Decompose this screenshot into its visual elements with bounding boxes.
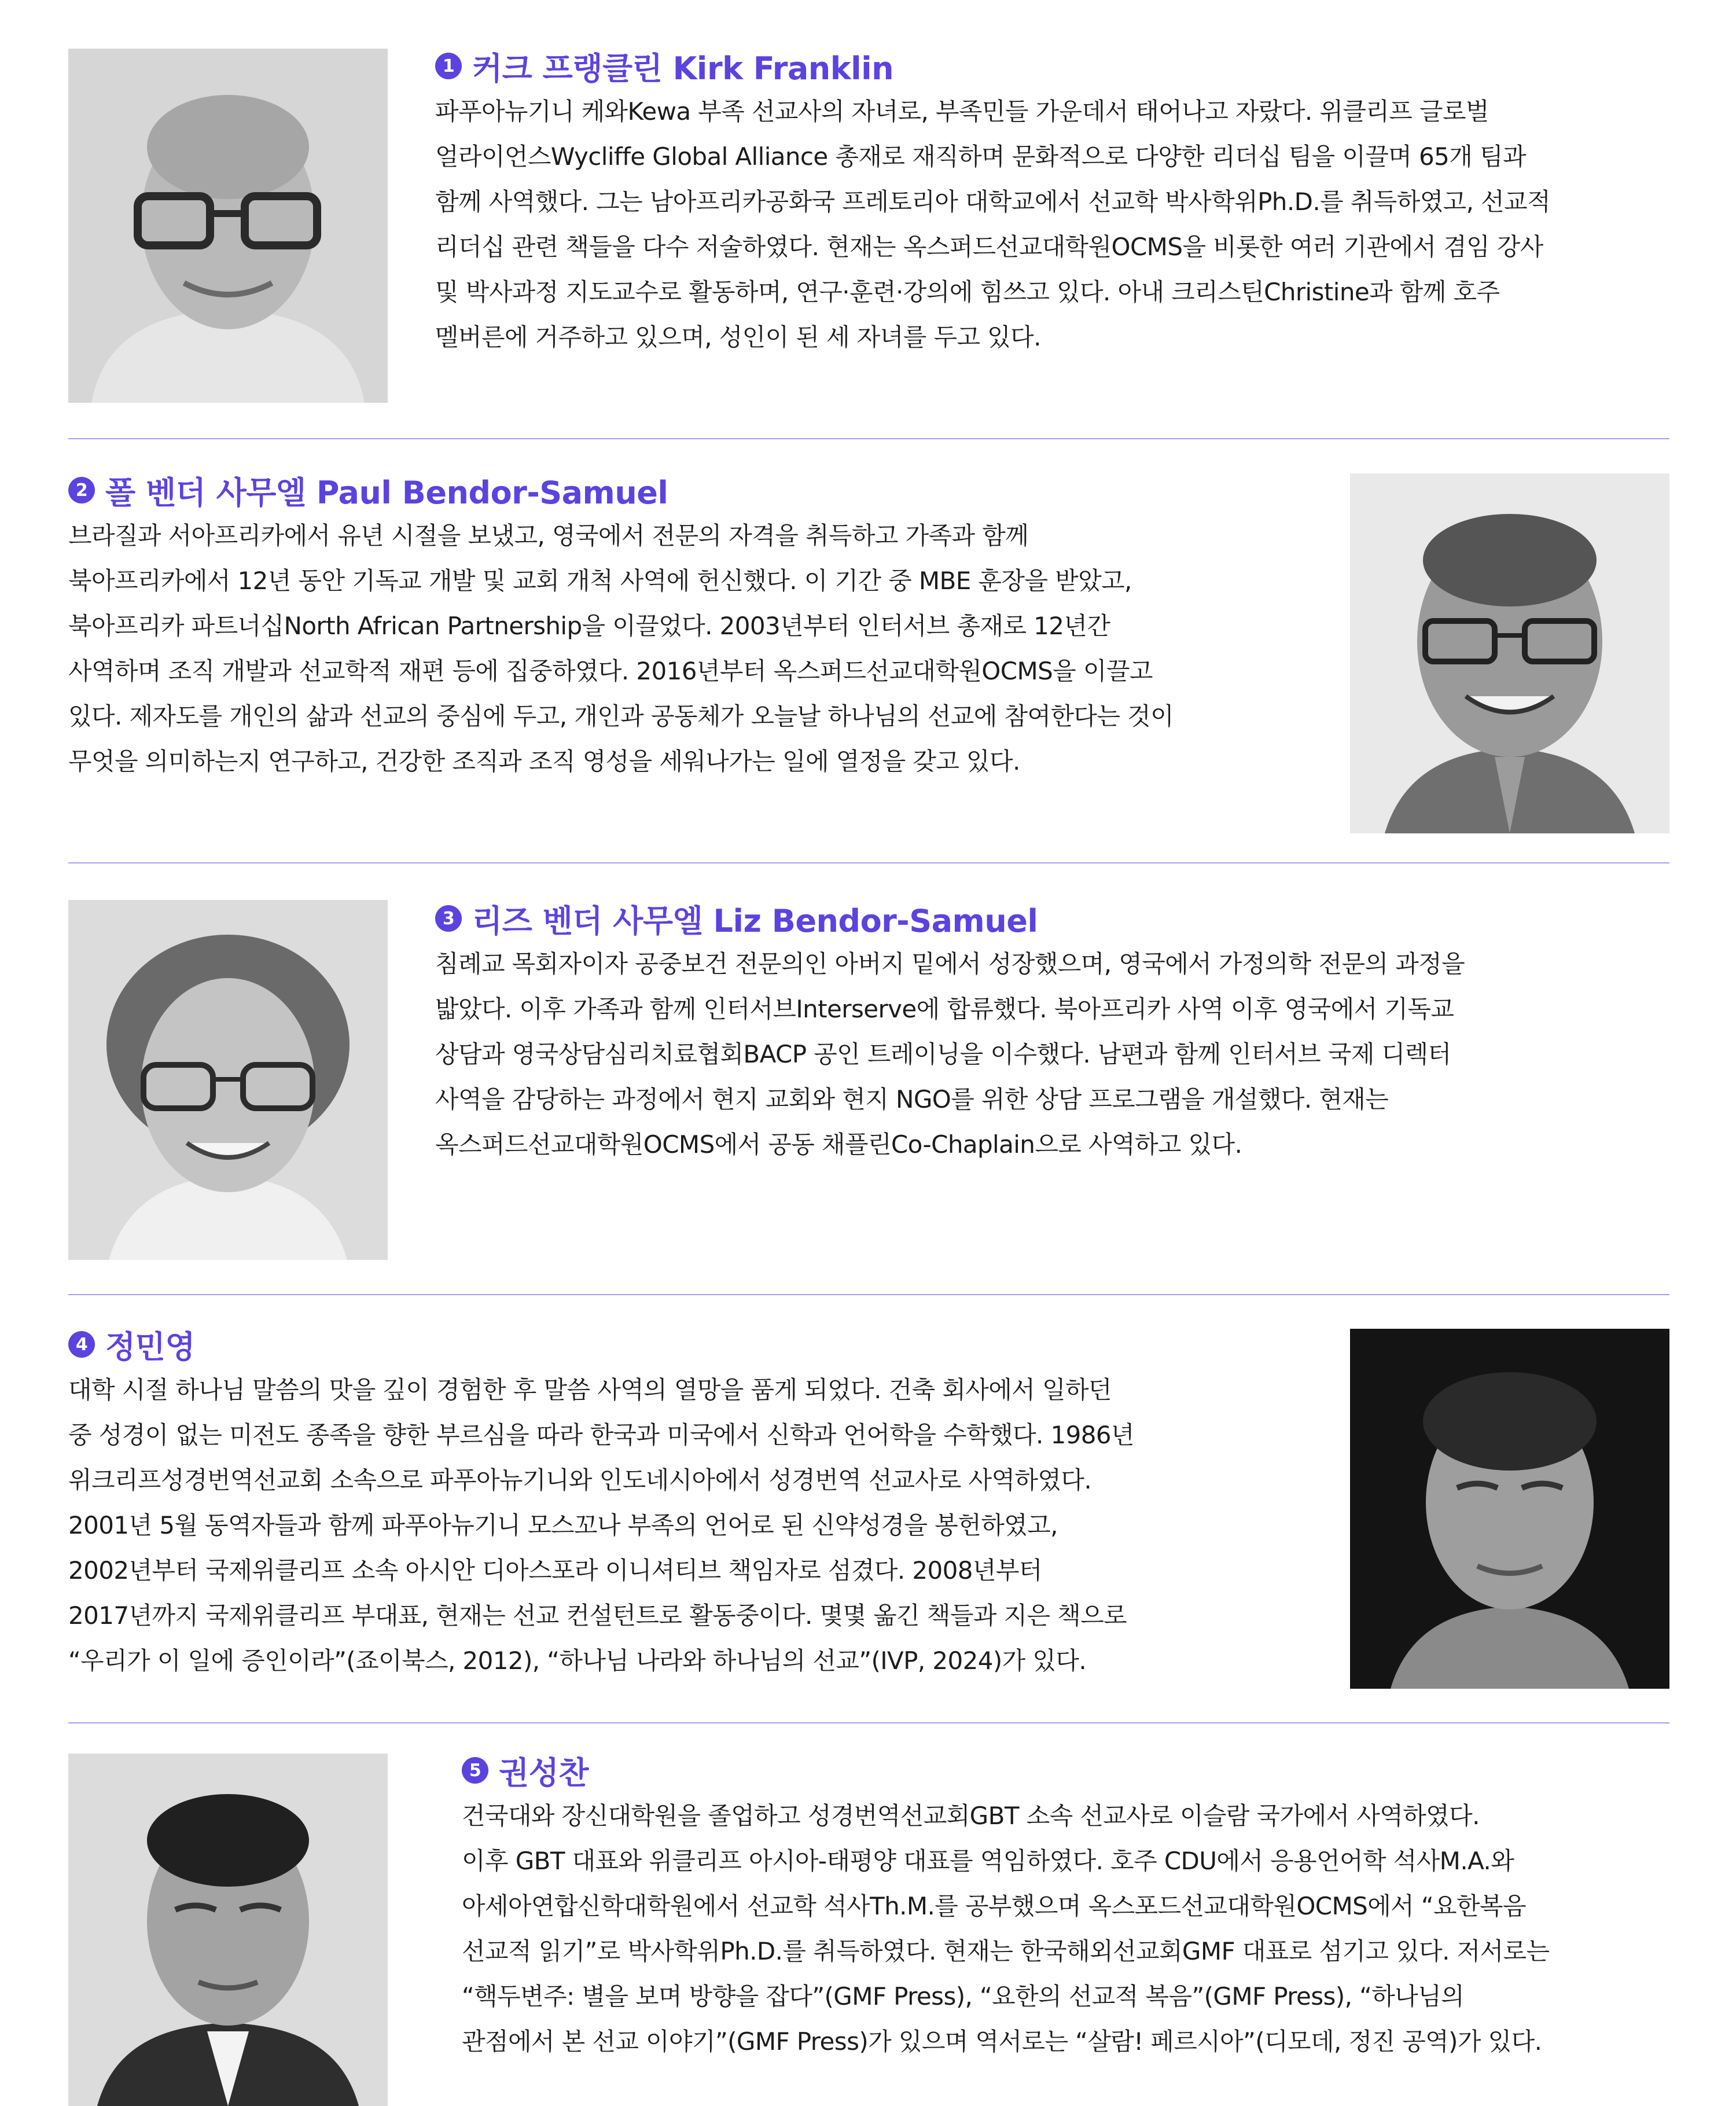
number-badge: 3 (435, 905, 462, 932)
bio-line: 이후 GBT 대표와 위클리프 아시아-태평양 대표를 역임하였다. 호주 CDU에서 응용언어학 석사M.A.와 (462, 1847, 1514, 1875)
number-badge: 1 (435, 53, 462, 79)
profile-title (462, 1747, 1549, 1793)
profile-photo-4 (1350, 1329, 1669, 1689)
bio-line: 2001년 5월 동역자들과 함께 파푸아뉴기니 모스꼬나 부족의 언어로 된 신약성경을 봉헌하였고, (68, 1511, 1058, 1539)
bio-line: 옥스퍼드선교대학원OCMS에서 공동 채플린Co-Chaplain으로 사역하고 있다. (435, 1130, 1242, 1159)
bio-line: 멜버른에 거주하고 있으며, 성인이 된 세 자녀를 두고 있다. (435, 323, 1041, 351)
profile-text-1 (435, 43, 1550, 360)
profile-text-2 (68, 467, 1174, 784)
bio-line: 대학 시절 하나님 말씀의 맛을 깊이 경험한 후 말씀 사역의 열망을 품게 되었다. 건축 회사에서 일하던 (68, 1376, 1112, 1404)
profile-bio (435, 942, 1465, 1167)
profile-title (68, 1321, 1134, 1368)
profile-name: 폴 벤더 사무엘 Paul Bendor-Samuel (105, 474, 668, 511)
bio-line: “우리가 이 일에 증인이라”(죠이북스, 2012), “하나님 나라와 하나님의 선교”(IVP, 2024)가 있다. (68, 1646, 1087, 1675)
bio-line: 2002년부터 국제위클리프 소속 아시안 디아스포라 이니셔티브 책임자로 섬겼다. 2008년부터 (68, 1556, 1042, 1585)
profile-title (435, 895, 1465, 942)
bio-line: 북아프리카 파트너십North African Partnership을 이끌었다. 2003년부터 인터서브 총재로 12년간 (68, 612, 1110, 640)
portrait-image (68, 49, 388, 403)
bio-line: 리더십 관련 책들을 다수 저술하였다. 현재는 옥스퍼드선교대학원OCMS을 비롯한 여러 기관에서 겸임 강사 (435, 233, 1543, 261)
profile-name: 커크 프랭클린 Kirk Franklin (472, 50, 894, 87)
bio-line: 아세아연합신학대학원에서 선교학 석사Th.M.를 공부했으며 옥스포드선교대학원OCMS에서 “요한복음 (462, 1892, 1526, 1920)
portrait-image (68, 1754, 388, 2106)
bio-line: 무엇을 의미하는지 연구하고, 건강한 조직과 조직 영성을 세워나가는 일에 열정을 갖고 있다. (68, 747, 1020, 775)
bio-line: 선교적 읽기”로 박사학위Ph.D.를 취득하였다. 현재는 한국해외선교회GMF 대표로 섬기고 있다. 저서로는 (462, 1937, 1550, 1965)
profile-photo-5 (68, 1754, 388, 2106)
bio-line: 건국대와 장신대학원을 졸업하고 성경번역선교회GBT 소속 선교사로 이슬람 국가에서 사역하였다. (462, 1802, 1480, 1830)
bio-line: 사역을 감당하는 과정에서 현지 교회와 현지 NGO를 위한 상담 프로그램을 개설했다. 현재는 (435, 1085, 1389, 1113)
bio-line: 있다. 제자도를 개인의 삶과 선교의 중심에 두고, 개인과 공동체가 오늘날 하나님의 선교에 참여한다는 것이 (68, 702, 1174, 730)
bio-line: 및 박사과정 지도교수로 활동하며, 연구·훈련·강의에 힘쓰고 있다. 아내 크리스틴Christine과 함께 호주 (435, 278, 1500, 306)
divider (68, 862, 1669, 863)
bio-line: 함께 사역했다. 그는 남아프리카공화국 프레토리아 대학교에서 선교학 박사학위Ph.D.를 취득하였고, 선교적 (435, 188, 1551, 216)
profile-bio (68, 513, 1174, 784)
profile-photo-3 (68, 900, 388, 1260)
bio-line: 위크리프성경번역선교회 소속으로 파푸아뉴기니와 인도네시아에서 성경번역 선교사로 사역하였다. (68, 1466, 1092, 1494)
profile-title (435, 43, 1550, 89)
bio-line: 침례교 목회자이자 공중보건 전문의인 아버지 밑에서 성장했으며, 영국에서 가정의학 전문의 과정을 (435, 950, 1465, 978)
profile-name: 리즈 벤더 사무엘 Liz Bendor-Samuel (472, 902, 1038, 939)
bio-line: 북아프리카에서 12년 동안 기독교 개발 및 교회 개척 사역에 헌신했다. 이 기간 중 MBE 훈장을 받았고, (68, 567, 1132, 595)
bio-line: 상담과 영국상담심리치료협회BACP 공인 트레이닝을 이수했다. 남편과 함께 인터서브 국제 디렉터 (435, 1040, 1451, 1068)
portrait-image (68, 900, 388, 1260)
profile-title (68, 467, 1174, 513)
divider (68, 1722, 1669, 1723)
portrait-image (1350, 473, 1669, 833)
divider (68, 438, 1669, 439)
profile-photo-1 (68, 49, 388, 403)
bio-line: 브라질과 서아프리카에서 유년 시절을 보냈고, 영국에서 전문의 자격을 취득하고 가족과 함께 (68, 521, 1029, 550)
number-badge: 5 (462, 1757, 488, 1784)
profile-text-4 (68, 1321, 1134, 1684)
bio-line: 파푸아뉴기니 케와Kewa 부족 선교사의 자녀로, 부족민들 가운데서 태어나고 자랐다. 위클리프 글로벌 (435, 97, 1489, 126)
bio-line: 밟았다. 이후 가족과 함께 인터서브Interserve에 합류했다. 북아프리카 사역 이후 영국에서 기독교 (435, 995, 1454, 1023)
bio-line: 중 성경이 없는 미전도 종족을 향한 부르심을 따라 한국과 미국에서 신학과 언어학을 수학했다. 1986년 (68, 1421, 1134, 1449)
profile-bio (435, 89, 1550, 360)
profile-name: 권성찬 (499, 1754, 589, 1791)
bio-line: 관점에서 본 선교 이야기”(GMF Press)가 있으며 역서로는 “살람! 페르시아”(디모데, 정진 공역)가 있다. (462, 2027, 1542, 2056)
bio-line: 2017년까지 국제위클리프 부대표, 현재는 선교 컨설턴트로 활동중이다. 몇몇 옮긴 책들과 지은 책으로 (68, 1601, 1127, 1630)
divider (68, 1294, 1669, 1295)
bio-line: 얼라이언스Wycliffe Global Alliance 총재로 재직하며 문화적으로 다양한 리더십 팀을 이끌며 65개 팀과 (435, 142, 1526, 171)
profile-text-3 (435, 895, 1465, 1167)
profile-photo-2 (1350, 473, 1669, 833)
profile-name: 정민영 (105, 1328, 195, 1365)
bio-line: 사역하며 조직 개발과 선교학적 재편 등에 집중하였다. 2016년부터 옥스퍼드선교대학원OCMS을 이끌고 (68, 657, 1153, 685)
number-badge: 4 (68, 1331, 95, 1358)
profile-text-5 (462, 1747, 1549, 2064)
profile-bio (68, 1368, 1134, 1684)
bio-line: “핵두변주: 별을 보며 방향을 잡다”(GMF Press), “요한의 선교적 복음”(GMF Press), “하나님의 (462, 1982, 1465, 2011)
profile-bio (462, 1793, 1549, 2064)
number-badge: 2 (68, 477, 95, 503)
portrait-image (1350, 1329, 1669, 1689)
